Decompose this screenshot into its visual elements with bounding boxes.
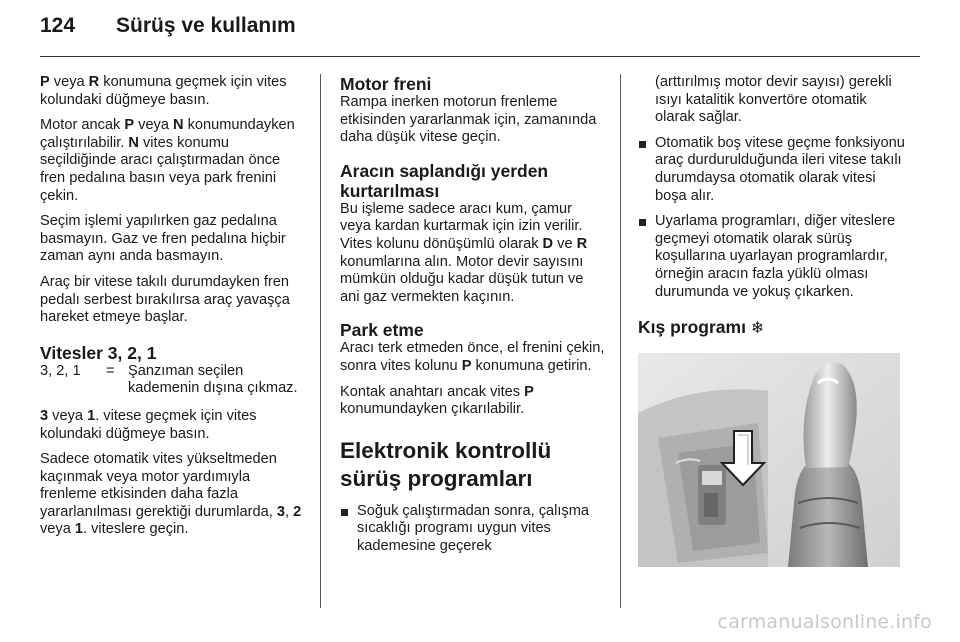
definition-eq: =	[106, 362, 115, 379]
paragraph-gear-button: 3 veya 1. vitese geçmek için vites kolundaki düğmeye basın.	[40, 407, 257, 442]
bullet-list	[340, 503, 606, 556]
heading-kis-programi: Kış programı ❄	[638, 317, 765, 338]
page-title: Sürüş ve kullanım	[116, 14, 296, 37]
paragraph-park-2: Kontak anahtarı ancak vites P konumundayken çıkarılabilir.	[340, 383, 534, 418]
paragraph-motor-freni: Rampa inerken motorun frenleme etkisinden yararlanmak için, zamanında daha düşük vitese geçin.	[340, 94, 597, 146]
snowflake-icon: ❄	[750, 320, 765, 338]
paragraph-pedal: Seçim işlemi yapılırken gaz pedalına basmayın. Gaz ve fren pedalına hiçbir zaman aynı anda basmayın.	[40, 213, 286, 265]
column-divider-2	[620, 74, 621, 608]
list-item: Otomatik boş vitese geçme fonksiyonu araç durdurulduğunda ileri vitese takılı durumdaysa otomatik olarak vitesi boşa alır.	[638, 135, 906, 205]
list-item-continuation: (arttırılmış motor devir sayısı) gerekli ısıyı katalitik konvertöre otomatik olarak sağlar.	[655, 74, 892, 126]
definition-row	[40, 363, 306, 398]
heading-vitesler: Vitesler 3, 2, 1	[40, 342, 157, 363]
heading-elektronik: Elektronik kontrollü sürüş programları	[340, 437, 552, 491]
paragraph-p-r: P veya R konumuna geçmek için vites kolundaki düğmeye basın.	[40, 74, 287, 108]
column-2	[340, 74, 606, 564]
paragraph-start: Motor ancak P veya N konumundayken çalıştırılabilir. N vites konumu seçildiğinde aracı çalıştırmadan önce fren pedalına basın veya park frenini çekin.	[40, 117, 295, 204]
page-header	[40, 14, 296, 38]
column-divider-1	[320, 74, 321, 608]
column-1	[40, 74, 306, 547]
definition-key: 3, 2, 1	[40, 362, 81, 379]
header-rule	[40, 56, 920, 57]
paragraph-engine-brake: Sadece otomatik vites yükseltmeden kaçınmak veya motor yardımıyla frenleme etkisinden daha fazla yararlanılması gerektiği durumlarda, 3, 2 veya 1. viteslere geçin.	[40, 451, 302, 538]
list-item: Uyarlama programları, diğer viteslere geçmeyi otomatik olarak sürüş koşullarına uyarlayan programlardır, örneğin aracın fazla yüklü olması durumunda ve yokuş çıkarken.	[638, 213, 906, 301]
paragraph-park-1: Aracı terk etmeden önce, el frenini çekin, sonra vites kolunu P konumuna getirin.	[340, 340, 605, 374]
paragraph-creep: Araç bir vitese takılı durumdayken fren pedalı serbest bırakılırsa araç yavaşça hareket etmeye başlar.	[40, 273, 290, 326]
paragraph-saplanma: Bu işleme sadece aracı kum, çamur veya kardan kurtarmak için izin verilir. Vites kolunu dönüşümlü olarak D ve R konumlarına alın. Motor devir sayısını mümkün olduğu kadar düşük tutun ve ani gaz vermekten kaçının.	[340, 200, 588, 305]
heading-motor-freni: Motor freni	[340, 74, 432, 94]
page-number: 124	[40, 14, 76, 37]
heading-saplanma: Aracın saplandığı yerden kurtarılması	[340, 160, 549, 201]
gear-selector-illustration	[638, 353, 900, 567]
watermark: carmanualsonline.info	[717, 611, 932, 633]
heading-park: Park etme	[340, 320, 424, 341]
column-3	[638, 74, 906, 567]
list-item: Soğuk çalıştırmadan sonra, çalışma sıcaklığı programı uygun vites kademesine geçerek	[340, 503, 606, 556]
definition-value: Şanzıman seçilen kademenin dışına çıkmaz.	[128, 362, 298, 397]
bullet-list	[638, 135, 906, 301]
